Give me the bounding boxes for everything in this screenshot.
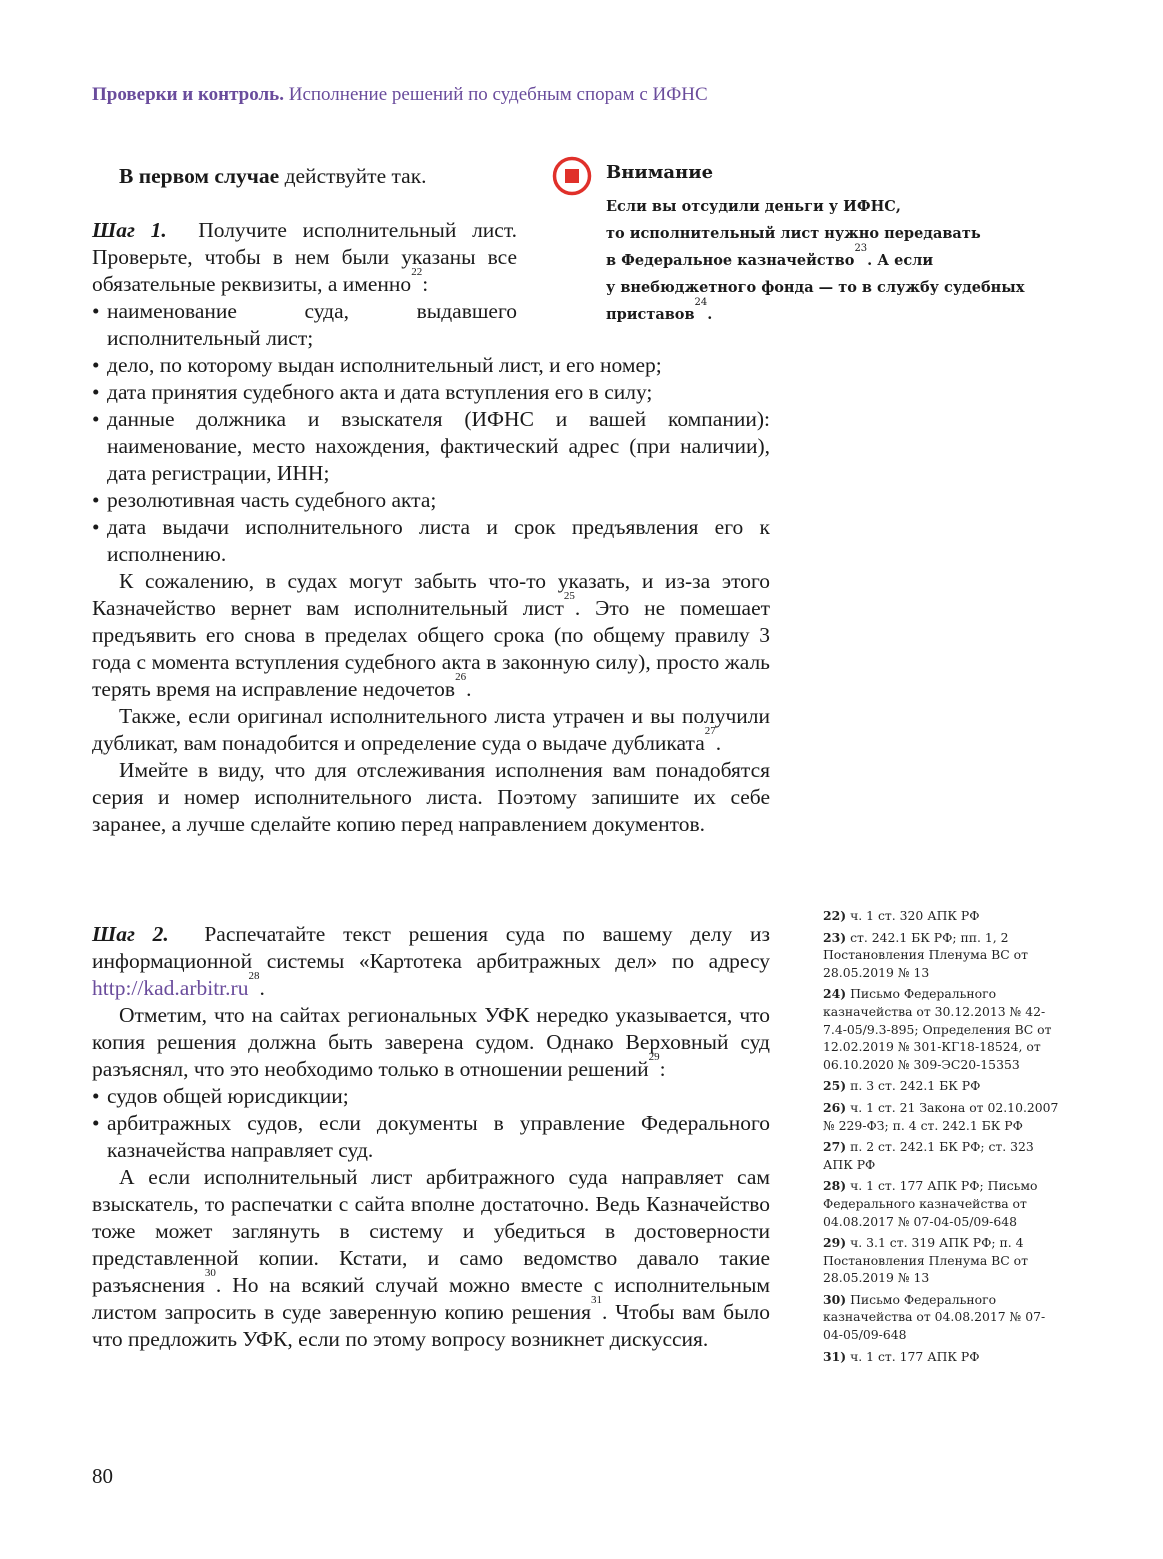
attention-body: Если вы отсудили деньги у ИФНС, то исполнительный лист нужно передавать в Федеральное казначейство$^{23}$. А если у внебюджетного фонда — то в службу судебных приставов$^{24}$. [606,198,1025,323]
step1-paragraph: Шаг 1. Получите исполнительный лист. Проверьте, чтобы в нем были указаны все обязательные реквизиты, а именно$^{22}$: [92,218,517,296]
footnote-ref-25[interactable]: 25 [563,590,575,602]
footnote: 30) Письмо Федерального казначейства от 04.08.2017 № 07-04-05/09-648 [823,1291,1046,1343]
list-item: • судов общей юрисдикции; [92,1083,770,1110]
footnote: 27) п. 2 ст. 242.1 БК РФ; ст. 323 АПК РФ [823,1139,1034,1172]
footnote-ref-31[interactable]: 31 [590,1294,602,1306]
step1-text: Получите исполнительный лист. Проверьте, чтобы в нем были указаны все обязательные реквизиты, а именно [92,218,517,296]
header-subtitle: Исполнение решений по судебным спорам с ИФНС [288,84,708,105]
step1-label: Шаг 1. [92,218,167,242]
list-item: • дело, по которому выдан исполнительный лист, и его номер; [92,352,770,379]
footnote-ref-30[interactable]: 30 [204,1267,216,1279]
list-item: • наименование суда, выдавшего исполнительный лист; [92,298,517,352]
list-item: • резолютивная часть судебного акта; [92,487,770,514]
footnote-ref-23[interactable]: 23 [854,243,868,254]
footnote: 28) ч. 1 ст. 177 АПК РФ; Письмо Федерального казначейства от 04.08.2017 № 07-04-05/09-648 [823,1178,1038,1229]
list-item: • арбитражных судов, если документы в управление Федерального казначейства направляет суд. [92,1110,770,1164]
footnote-ref-22[interactable]: 22 [411,266,423,278]
footnote-ref-26[interactable]: 26 [455,671,467,683]
page-number: 80 [92,1464,113,1488]
step2-paragraph: Шаг 2. Распечатайте текст решения суда по вашему делу из информационной системы «Картотека арбитражных дел» по адресу $http://kad.arbitr.ru^{28}$. [92,922,771,1000]
footnote: 23) ст. 242.1 БК РФ; пп. 1, 2 Постановления Пленума ВС от 28.05.2019 № 13 [823,929,1028,980]
footnote: 31) ч. 1 ст. 177 АПК РФ [823,1348,980,1364]
step2-block [92,921,770,1353]
footnote: 29) ч. 3.1 ст. 319 АПК РФ; п. 4 Постановления Пленума ВС от 28.05.2019 № 13 [823,1235,1028,1286]
footnote: 22) ч. 1 ст. 320 АПК РФ [823,908,980,923]
intro-bold: В первом случае [119,164,280,188]
stop-circle-icon [552,156,592,196]
paragraph: Имейте в виду, что для отслеживания исполнения вам понадобятся серия и номер исполнительного листа. Поэтому запишите их себе заранее, а лучше сделайте копию перед направлением документов. [92,758,770,836]
running-header [92,84,708,106]
intro-text: действуйте так. [279,164,427,188]
footnote: 26) ч. 1 ст. 21 Закона от 02.10.2007 № 229-ФЗ; п. 4 ст. 242.1 БК РФ [823,1099,1059,1133]
footnote-ref-28[interactable]: 28 [248,970,260,982]
step2-label: Шаг 2. [92,922,169,946]
list-item: • дата принятия судебного акта и дата вступления его в силу; [92,379,770,406]
footnote-ref-29[interactable]: 29 [648,1051,660,1063]
paragraph: Отметим, что на сайтах региональных УФК нередко указывается, что копия решения должна быть заверена судом. Однако Верховный суд разъяснял, что это необходимо только в отношении решений$^{29}$: [92,1003,770,1081]
paragraph: Также, если оригинал исполнительного листа утрачен и вы получили дубликат, вам понадобится и определение суда о выдаче дубликата$^{27}$. [92,704,770,755]
attention-title: Внимание [606,162,714,183]
paragraph: К сожалению, в судах могут забыть что-то указать, и из-за этого Казначейство вернет вам исполнительный лист$^{25}$. Это не помешает предъявить его снова в пределах общего срока (по общему правилу 3 года с момента вступления судебного акта в законную силу), просто жаль терять время на исправление недочетов$^{26}$. [92,569,771,701]
header-section: Проверки и контроль. [92,84,284,105]
list-item: • данные должника и взыскателя (ИФНС и вашей компании): наименование, место нахождения, фактический адрес (при наличии), дата регистрации, ИНН; [92,406,770,487]
footnote-ref-27[interactable]: 27 [704,725,716,737]
footnote-ref-24[interactable]: 24 [694,297,708,308]
list-item: • дата выдачи исполнительного листа и срок предъявления его к исполнению. [92,514,770,568]
kad-arbitr-link[interactable]: http://kad.arbitr.ru [92,976,249,1000]
paragraph: А если исполнительный лист арбитражного суда направляет сам взыскатель, то распечатки с сайта вполне достаточно. Ведь Казначейство тоже может заглянуть в систему и убедиться в достоверности представленной копии. Кстати, и само ведомство давало такие разъяснения$^{30}$. Но на всякий случай можно вместе с исполнительным листом запросить в суде заверенную копию решения$^{31}$. Чтобы вам было что предложить УФК, если по этому вопросу возникнет дискуссия. [92,1165,770,1351]
footnote: 24) Письмо Федерального казначейства от 30.12.2013 № 42-7.4-05/9.3-895; Определения ВС от 12.02.2019 № 301-КГ18-18524, от 06.10.2020 № 309-ЭС20-15353 [823,986,1052,1072]
footnotes-column [823,907,1063,1369]
footnote: 25) п. 3 ст. 242.1 БК РФ [823,1078,981,1094]
